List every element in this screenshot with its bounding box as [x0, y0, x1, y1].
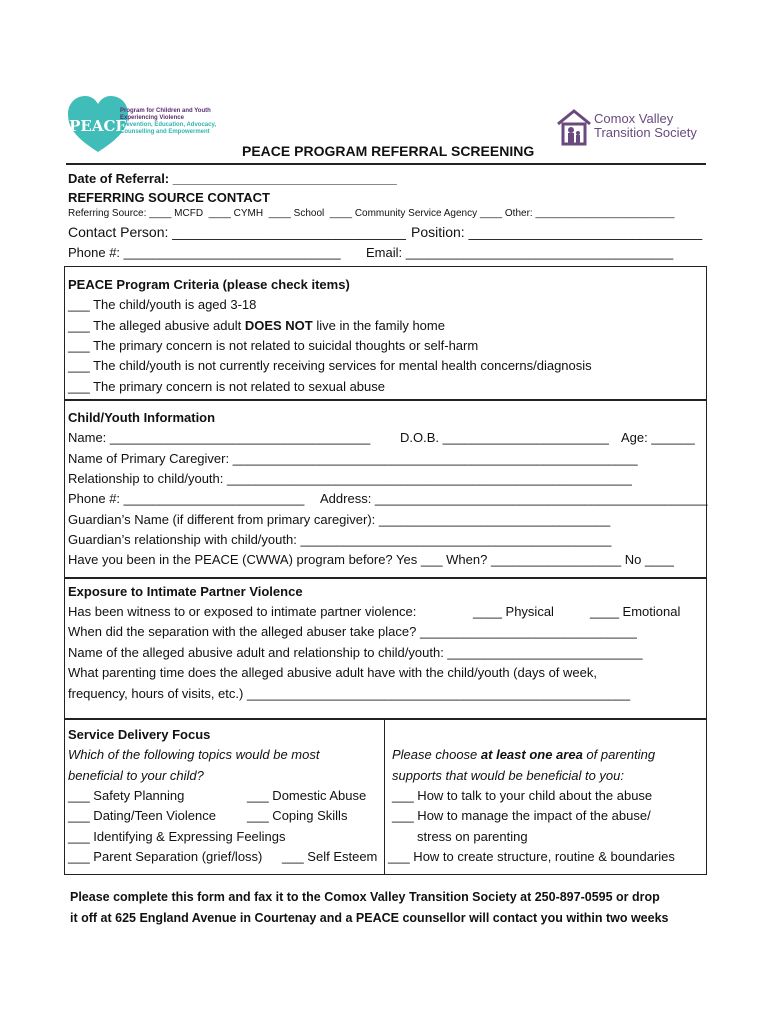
criteria-abuser-emphasis: DOES NOT	[244, 318, 313, 333]
cvts-name-1: Comox Valley	[594, 111, 674, 126]
email-field[interactable]: Email: _____________________________________	[366, 245, 674, 260]
support-manage-impact-cont: stress on parenting	[417, 829, 528, 844]
ipv-heading: Exposure to Intimate Partner Violence	[68, 584, 303, 599]
topic-self-esteem[interactable]: ___ Self Esteem	[282, 849, 378, 864]
witness-question: Has been witness to or exposed to intimate partner violence:	[68, 604, 417, 619]
peace-logo	[66, 94, 226, 156]
previous-program-field[interactable]: Have you been in the PEACE (CWWA) program before? Yes ___ When? __________________ No ____	[68, 552, 674, 567]
support-manage-impact[interactable]: ___ How to manage the impact of the abuse/	[392, 808, 651, 823]
criteria-heading: PEACE Program Criteria (please check items)	[68, 277, 350, 292]
child-phone-field[interactable]: Phone #: _________________________	[68, 491, 305, 506]
supports-question-2: supports that would be beneficial to you:	[392, 768, 624, 783]
supports-q-prefix: Please choose	[392, 747, 481, 762]
separation-date-field[interactable]: When did the separation with the alleged abuser take place? ______________________________	[68, 624, 637, 639]
dob-field[interactable]: D.O.B. _______________________	[400, 430, 609, 445]
peace-tagline-3: Prevention, Education, Advocacy,	[120, 122, 217, 128]
topic-feelings[interactable]: ___ Identifying & Expressing Feelings	[68, 829, 286, 844]
peace-tagline-4: Counselling and Empowerment	[120, 129, 210, 135]
title-divider	[66, 163, 706, 165]
cvts-name-2: Transition Society	[594, 125, 697, 140]
address-field[interactable]: Address: ______________________________________________	[320, 491, 708, 506]
criteria-item-self-harm[interactable]: ___ The primary concern is not related to suicidal thoughts or self-harm	[68, 338, 479, 353]
cvts-logo	[556, 108, 706, 148]
topics-question-1: Which of the following topics would be most	[68, 747, 320, 762]
guardian-name-field[interactable]: Guardian’s Name (if different from primary caregiver): ________________________________	[68, 512, 611, 527]
referring-source-options[interactable]: Referring Source: ____ MCFD ____ CYMH ____ School ____ Community Service Agency ____ Other: _________________________	[68, 208, 675, 219]
relationship-field[interactable]: Relationship to child/youth: ________________________________________________________	[68, 471, 632, 486]
peace-wordmark: PEACE	[69, 117, 127, 135]
criteria-item-abuser-home[interactable]	[68, 317, 445, 334]
date-of-referral-field[interactable]: Date of Referral: _______________________________	[68, 171, 397, 186]
topic-safety-planning[interactable]: ___ Safety Planning	[68, 788, 185, 803]
supports-question-1	[392, 746, 655, 763]
criteria-abuser-suffix: live in the family home	[312, 318, 445, 333]
criteria-item-mental-health[interactable]: ___ The child/youth is not currently receiving services for mental health concerns/diagnosis	[68, 358, 592, 373]
parenting-time-question: What parenting time does the alleged abusive adult have with the child/youth (days of week,	[68, 665, 597, 680]
topic-domestic-abuse[interactable]: ___ Domestic Abuse	[247, 788, 367, 803]
parenting-time-field[interactable]: frequency, hours of visits, etc.) _____________________________________________________	[68, 686, 631, 701]
house-icon	[556, 108, 592, 146]
peace-tagline-2: Experiencing Violence	[120, 115, 184, 121]
contact-person-field[interactable]: Contact Person: ______________________________	[68, 224, 406, 240]
criteria-abuser-prefix: ___ The alleged abusive adult	[68, 318, 245, 333]
footer-instructions-2: it off at 625 England Avenue in Courtenay and a PEACE counsellor will contact you within two weeks	[70, 911, 669, 925]
topics-question-2: beneficial to your child?	[68, 768, 204, 783]
topic-parent-separation[interactable]: ___ Parent Separation (grief/loss)	[68, 849, 263, 864]
emotional-option[interactable]: ____ Emotional	[590, 604, 681, 619]
support-structure[interactable]: ___ How to create structure, routine & boundaries	[388, 849, 675, 864]
guardian-relationship-field[interactable]: Guardian’s relationship with child/youth: ___________________________________________	[68, 532, 612, 547]
age-field[interactable]: Age: ______	[621, 430, 695, 445]
cvts-name	[594, 112, 697, 140]
child-info-heading: Child/Youth Information	[68, 410, 216, 425]
topic-dating-violence[interactable]: ___ Dating/Teen Violence	[68, 808, 216, 823]
phone-field[interactable]: Phone #: ______________________________	[68, 245, 341, 260]
supports-q-suffix: of parenting	[582, 747, 656, 762]
criteria-item-sexual-abuse[interactable]: ___ The primary concern is not related to sexual abuse	[68, 379, 385, 394]
peace-tagline-1: Program for Children and Youth	[120, 108, 211, 114]
page-title: PEACE PROGRAM REFERRAL SCREENING	[242, 143, 535, 159]
footer-instructions-1: Please complete this form and fax it to the Comox Valley Transition Society at 250-897-0595 or drop	[70, 890, 660, 904]
physical-option[interactable]: ____ Physical	[473, 604, 554, 619]
referring-source-heading: REFERRING SOURCE CONTACT	[68, 190, 270, 205]
topic-coping-skills[interactable]: ___ Coping Skills	[247, 808, 348, 823]
primary-caregiver-field[interactable]: Name of Primary Caregiver: ________________________________________________________	[68, 451, 638, 466]
position-field[interactable]: Position: ______________________________	[411, 224, 703, 240]
abuser-relationship-field[interactable]: Name of the alleged abusive adult and relationship to child/youth: ___________________________	[68, 645, 643, 660]
criteria-item-age[interactable]: ___ The child/youth is aged 3-18	[68, 297, 257, 312]
child-name-field[interactable]: Name: ____________________________________	[68, 430, 371, 445]
supports-q-emphasis: at least one area	[480, 747, 583, 762]
service-heading: Service Delivery Focus	[68, 727, 211, 742]
support-talk-to-child[interactable]: ___ How to talk to your child about the abuse	[392, 788, 653, 803]
peace-tagline	[120, 108, 226, 136]
